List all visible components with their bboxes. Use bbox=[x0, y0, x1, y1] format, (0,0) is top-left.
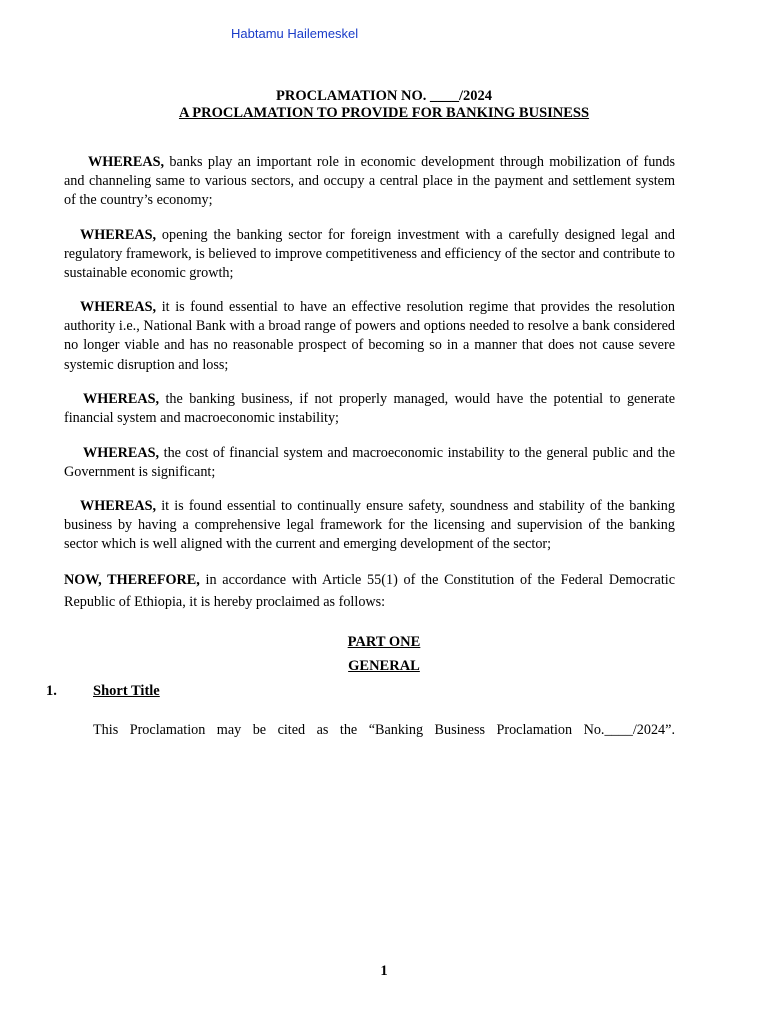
preamble-paragraph-4 bbox=[64, 390, 675, 428]
proclamation-number-heading: PROCLAMATION NO. ____/2024 bbox=[275, 88, 493, 104]
section-number: 1. bbox=[46, 683, 57, 699]
preamble-text: the banking business, if not properly managed, would have the potential to generate financial system and macroeconomic instability; bbox=[64, 391, 675, 427]
preamble-lead: WHEREAS, bbox=[80, 299, 157, 315]
preamble-text: opening the banking sector for foreign investment with a carefully designed legal and regulatory framework, is believed to improve competitiveness and efficiency of the sector and contribute to sustainable economic growth; bbox=[64, 227, 675, 282]
preamble-paragraph-2 bbox=[64, 226, 675, 284]
preamble-lead: WHEREAS, bbox=[80, 498, 157, 514]
preamble-text: banks play an important role in economic development through mobilization of funds and channeling same to various sectors, and occupy a central place in the payment and settlement system of the country’s economy; bbox=[64, 154, 675, 209]
preamble-lead: WHEREAS, bbox=[83, 391, 160, 407]
author-name: Habtamu Hailemeskel bbox=[231, 26, 359, 41]
preamble-text: the cost of financial system and macroeconomic instability to the general public and the Government is significant; bbox=[64, 445, 675, 481]
preamble-lead: WHEREAS, bbox=[88, 154, 165, 170]
part-name-heading: GENERAL bbox=[348, 658, 420, 674]
preamble-paragraph-1 bbox=[64, 153, 675, 211]
enacting-lead: NOW, THEREFORE, bbox=[64, 572, 200, 588]
enacting-clause bbox=[64, 569, 675, 613]
page-number: 1 bbox=[380, 963, 388, 979]
preamble-paragraph-5 bbox=[64, 444, 675, 482]
proclamation-title-heading: A PROCLAMATION TO PROVIDE FOR BANKING BUSINESS bbox=[178, 105, 590, 121]
preamble-paragraph-6 bbox=[64, 497, 675, 555]
preamble-paragraph-3 bbox=[64, 298, 675, 375]
section-title: Short Title bbox=[93, 683, 160, 699]
enacting-text: in accordance with Article 55(1) of the Constitution of the Federal Democratic Republic of Ethiopia, it is hereby proclaimed as follows: bbox=[64, 572, 675, 610]
preamble-text: it is found essential to have an effective resolution regime that provides the resolution authority i.e., National Bank with a broad range of powers and options needed to resolve a bank considered no longer viable and has no reasonable prospect of becoming so in a manner that does not cause severe systemic disruption and loss; bbox=[64, 299, 675, 373]
preamble-text: it is found essential to continually ensure safety, soundness and stability of the banking business by having a comprehensive legal framework for the licensing and supervision of the banking sector which is well aligned with the current and emerging development of the sector; bbox=[64, 498, 675, 553]
part-number-heading: PART ONE bbox=[347, 634, 421, 650]
preamble-lead: WHEREAS, bbox=[80, 227, 157, 243]
preamble-lead: WHEREAS, bbox=[83, 445, 160, 461]
section-body: This Proclamation may be cited as the “Banking Business Proclamation No.____/2024”. bbox=[93, 722, 675, 738]
